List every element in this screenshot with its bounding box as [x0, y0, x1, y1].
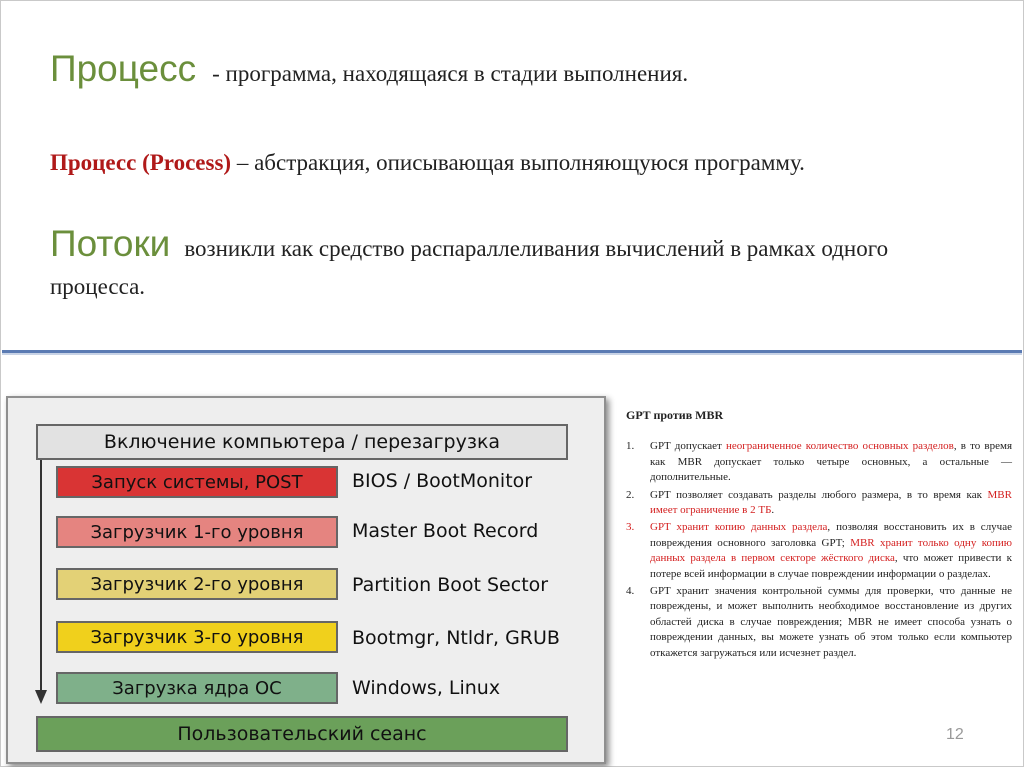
list-item	[616, 488, 1012, 519]
definitions-section	[0, 0, 1024, 352]
item-number: 3.	[626, 521, 635, 534]
item-text: .	[771, 504, 775, 517]
stage-label: Partition Boot Sector	[352, 574, 549, 596]
item-text: , позволяя восстановить их в случае повреждения основного заголовка GPT;	[650, 521, 1012, 549]
session-bar: Пользовательский сеанс	[36, 716, 568, 752]
stage-name: Запуск системы, POST	[91, 471, 303, 493]
page-number: 12	[946, 726, 964, 743]
item-text: , в то время как MBR допускает только четыре основных, а остальные — дополнительные.	[650, 440, 1013, 484]
stage-label: Bootmgr, Ntldr, GRUB	[352, 627, 560, 649]
item-number: 4.	[626, 585, 635, 598]
item-highlight: неограниченное количество основных разделов	[726, 440, 954, 453]
stage-name: Загрузчик 2-го уровня	[90, 573, 304, 595]
process-def: - программа, находящаяся в стадии выполнения.	[212, 61, 689, 86]
stage-label: BIOS / BootMonitor	[352, 470, 533, 492]
flow-arrow-icon	[35, 690, 47, 704]
stage-box	[56, 621, 338, 653]
process2-def: – абстракция, описывающая выполняющуюся программу.	[231, 150, 805, 175]
gpt-title: GPT против MBR	[626, 408, 724, 422]
threads-definition	[50, 225, 930, 306]
gpt-vs-mbr	[616, 408, 1012, 663]
item-text: GPT позволяет создавать разделы любого размера, в то время как	[650, 488, 988, 501]
section-divider-shadow	[2, 353, 1022, 355]
stage-box	[56, 568, 338, 600]
boot-diagram	[6, 396, 606, 764]
stage-box	[56, 672, 338, 704]
item-highlight: GPT хранит копию данных раздела	[650, 521, 828, 534]
list-item	[616, 584, 1012, 661]
gpt-list	[616, 439, 1012, 661]
threads-def: возникли как средство распараллеливания вычислений в рамках одного процесса.	[50, 236, 889, 299]
stage-name: Загрузчик 1-го уровня	[90, 521, 304, 543]
stage-name: Загрузчик 3-го уровня	[90, 626, 304, 648]
item-number: 2.	[626, 488, 635, 501]
stage-label: Master Boot Record	[352, 520, 539, 542]
list-item	[616, 520, 1012, 582]
stage-box	[56, 466, 338, 498]
item-highlight: MBR имеет ограничение в 2 ТБ	[650, 488, 1012, 517]
stage-label: Windows, Linux	[352, 677, 501, 699]
threads-term: Потоки	[50, 223, 171, 264]
item-text: GPT допускает	[650, 440, 727, 453]
process-abstraction-definition	[50, 150, 805, 176]
boot-bar: Включение компьютера / перезагрузка	[36, 424, 568, 460]
item-text: GPT хранит значения контрольной суммы для проверки, что данные не повреждены, и может выполнить необходимое восстановление из других областей диска в случае повреждения; MBR не имеет способа узнать о повреждении данных, вы можете узнать об этом только если компьютер откажется загружаться или исчезнет раздел.	[650, 585, 1012, 659]
process2-term: Процесс (Process)	[50, 150, 232, 175]
stage-name: Загрузка ядра ОС	[112, 677, 282, 699]
stage-box	[56, 516, 338, 548]
process-term: Процесс	[50, 48, 197, 89]
item-highlight: MBR хранит только одну копию данных раздела в первом секторе жёсткого диска	[650, 536, 1013, 565]
item-text: , что может привести к потере всей информации в случае повреждении информации о разделах.	[650, 552, 1012, 580]
process-definition	[50, 48, 688, 90]
flow-line	[40, 460, 42, 692]
item-number: 1.	[626, 440, 635, 453]
list-item	[616, 439, 1012, 485]
